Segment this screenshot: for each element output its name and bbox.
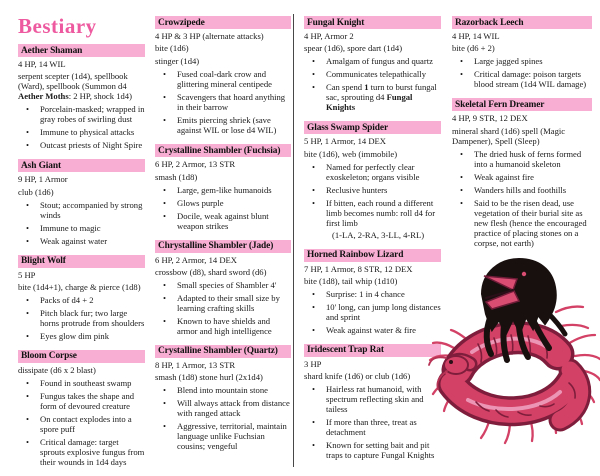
monster-name: Razorback Leech (452, 16, 592, 29)
bullet-icon: • (26, 330, 30, 341)
trait-text: Will always attack from distance with ranged attack (177, 398, 290, 419)
monster-trait (155, 116, 291, 136)
monster-attack: mineral shard (1d6) spell (Magic Dampener), Spell (Sleep) (452, 125, 566, 146)
bullet-icon: • (163, 292, 167, 303)
column-1 (18, 44, 145, 476)
trait-text: Scavengers that hoard anything in their barrow (177, 92, 286, 113)
trait-text: Immune to physical attacks (40, 127, 135, 138)
trait-text: Reclusive hunters (326, 184, 388, 195)
monster-name: Glass Swamp Spider (304, 121, 441, 134)
monster-trait (18, 105, 145, 125)
monster-attack: serpent scepter (1d4), spellbook (Ward), spellbook (Summon d4 Aether Moths: 2 HP, shock 1d4) (18, 71, 132, 102)
bullet-icon: • (312, 82, 316, 93)
trait-text: Critical damage: target sprouts explosive fungus from their wounds in 1d4 days (40, 436, 145, 467)
monster-name: Horned Rainbow Lizard (304, 249, 441, 262)
trait-note: (1-LA, 2-RA, 3-LL, 4-RL) (332, 229, 425, 240)
trait-text: If more than three, treat as detachment (326, 417, 417, 438)
bullet-icon: • (312, 184, 316, 195)
monster-block (155, 144, 291, 231)
trait-text: Fungus takes the shape and form of devoured creature (40, 390, 135, 411)
bullet-icon: • (312, 197, 316, 208)
bullet-icon: • (163, 385, 167, 396)
bullet-icon: • (163, 421, 167, 432)
trait-text: Known for setting bait and pit traps to capture Fungal Knights (326, 440, 435, 461)
monster-block (18, 159, 145, 246)
monster-block (155, 240, 291, 337)
monster-trait (304, 57, 441, 67)
trait-text: Immune to magic (40, 222, 101, 233)
bullet-icon: • (26, 377, 30, 388)
trait-text: Emits piercing shriek (save against WIL or lose d4 WIL) (177, 115, 277, 136)
trait-text: The dried husk of ferns formed into a humanoid skeleton (474, 148, 582, 169)
trait-text: Said to be the risen dead, use vegetation of their burial site as new flesh (hence the encouraged practice of placing stones on a corpse, not earth) (474, 197, 587, 248)
monster-stats: 4 HP & 3 HP (alternate attacks) (155, 31, 264, 41)
trait-text: Small species of Shambler 4' (177, 279, 277, 290)
monster-stats: 7 HP, 1 Armor, 8 STR, 12 DEX (304, 263, 413, 274)
monster-stats: 6 HP, 2 Armor, 14 DEX (155, 254, 238, 265)
bullet-icon: • (312, 56, 316, 67)
monster-attack: bite (1d6), web (immobile) (304, 148, 398, 159)
monster-trait (155, 399, 291, 419)
page-title: Bestiary (18, 14, 97, 38)
monster-name: Bloom Corpse (18, 350, 145, 363)
monster-attack: spear (1d6), spore dart (1d4) (304, 43, 403, 54)
bullet-icon: • (26, 390, 30, 401)
monster-name: Iridescent Trap Rat (304, 344, 441, 357)
monster-trait (304, 186, 441, 196)
monster-trait (452, 173, 592, 183)
monster-name: Fungal Knight (304, 16, 441, 29)
monster-name: Crystalline Shambler (Fuchsia) (155, 144, 291, 157)
bullet-icon: • (26, 413, 30, 424)
bullet-icon: • (26, 104, 30, 115)
monster-trait (18, 332, 145, 342)
monster-trait (155, 294, 291, 314)
trait-text: Communicates telepathically (326, 69, 426, 80)
bullet-icon: • (163, 210, 167, 221)
monster-block (155, 16, 291, 136)
bullet-icon: • (26, 235, 30, 246)
trait-text: Eyes glow dim pink (40, 330, 109, 341)
monster-attack: bite (1d4+1), charge & pierce (1d8) (18, 282, 141, 293)
crowzipede-illustration (420, 252, 600, 447)
monster-block (452, 16, 592, 90)
monster-block (18, 255, 145, 342)
bullet-icon: • (460, 56, 464, 67)
monster-stats: 4 HP, 14 WIL (452, 31, 500, 41)
trait-text: Porcelain-masked; wrapped in gray robes of swirling dust (40, 104, 145, 125)
bullet-icon: • (312, 288, 316, 299)
bullet-icon: • (26, 436, 30, 447)
page-divider-line (293, 14, 294, 467)
monster-trait (452, 70, 592, 90)
bullet-icon: • (163, 315, 167, 326)
trait-text: Weak against fire (474, 171, 534, 182)
bullet-icon: • (460, 148, 464, 159)
bullet-icon: • (312, 417, 316, 428)
bullet-icon: • (312, 301, 316, 312)
trait-text: Known to have shields and armor and high intelligence (177, 315, 272, 336)
trait-text: Weak against water & fire (326, 324, 416, 335)
trait-text: Packs of d4 + 2 (40, 295, 94, 305)
trait-text: Wanders hills and foothills (474, 184, 567, 195)
monster-trait (18, 415, 145, 435)
bullet-icon: • (163, 92, 167, 103)
monster-name: Chrystalline Shambler (Jade) (155, 240, 291, 253)
trait-text: Stout; accompanied by strong winds (40, 199, 143, 220)
bullet-icon: • (26, 127, 30, 138)
trait-text: Fused coal-dark crow and glittering mineral centipede (177, 69, 272, 90)
monster-stats: 4 HP, 9 STR, 12 DEX (452, 113, 528, 124)
monster-stats: 8 HP, 1 Armor, 13 STR (155, 359, 236, 370)
monster-attack: bite (1d6) (155, 43, 189, 54)
monster-block (155, 345, 291, 452)
trait-text: Outcast priests of Night Spire (40, 140, 143, 151)
bullet-icon: • (163, 398, 167, 409)
monster-trait (18, 224, 145, 234)
trait-text: Named for perfectly clear exoskeleton; organs visible (326, 161, 420, 182)
trait-text: Aggressive, territorial, maintain language unlike Fuchsian cousins; vengeful (177, 421, 287, 452)
bullet-icon: • (26, 295, 30, 305)
monster-name: Blight Wolf (18, 255, 145, 268)
monster-trait (18, 296, 145, 306)
monster-stats: 5 HP, 1 Armor, 14 DEX (304, 136, 387, 147)
trait-text: Large, gem-like humanoids (177, 184, 272, 195)
monster-trait (18, 141, 145, 151)
bullet-icon: • (312, 161, 316, 172)
monster-trait (155, 186, 291, 196)
trait-text: Critical damage: poison targets blood stream (1d4 WIL damage) (474, 69, 587, 90)
trait-text: Found in southeast swamp (40, 377, 132, 388)
trait-text: If bitten, each round a different limb becomes numb: roll d4 for first limb (326, 197, 436, 228)
bullet-icon: • (460, 69, 464, 80)
monster-trait (18, 309, 145, 329)
monster-trait (304, 83, 441, 113)
monster-name: Crystalline Shambler (Quartz) (155, 345, 291, 358)
column-2 (155, 16, 291, 460)
monster-trait (155, 70, 291, 90)
monster-name: Ash Giant (18, 159, 145, 172)
trait-text: 10' long, can jump long distances and sprint (326, 301, 441, 322)
bullet-icon: • (163, 184, 167, 195)
monster-attack: bite (1d8), tail whip (1d10) (304, 275, 398, 286)
bullet-icon: • (163, 69, 167, 80)
monster-stats: 9 HP, 1 Armor (18, 174, 68, 185)
trait-text: Large jagged spines (474, 56, 543, 67)
monster-stats: 5 HP (18, 269, 36, 280)
monster-name: Aether Shaman (18, 44, 145, 57)
bullet-icon: • (460, 184, 464, 195)
monster-trait (155, 93, 291, 113)
bullet-icon: • (312, 384, 316, 395)
trait-text: Surprise: 1 in 4 chance (326, 288, 405, 299)
bullet-icon: • (460, 171, 464, 182)
monster-trait (155, 317, 291, 337)
monster-trait (452, 57, 592, 67)
monster-attack: shard knife (1d6) or club (1d6) (304, 371, 411, 382)
trait-text: Amalgam of fungus and quartz (326, 56, 433, 67)
monster-trait (452, 186, 592, 196)
monster-attack: club (1d6) (18, 186, 54, 197)
monster-stats: 6 HP, 2 Armor, 13 STR (155, 159, 236, 170)
monster-block (18, 350, 145, 468)
monster-trait (155, 199, 291, 209)
bullet-icon: • (26, 307, 30, 318)
monster-trait (18, 379, 145, 389)
bullet-icon: • (26, 199, 30, 210)
monster-trait (155, 281, 291, 291)
monster-trait (155, 422, 291, 452)
bullet-icon: • (163, 197, 167, 208)
monster-attack: stinger (1d4) (155, 56, 200, 67)
monster-attack: bite (d6 + 2) (452, 43, 495, 54)
monster-trait (18, 438, 145, 468)
trait-text: On contact explodes into a spore puff (40, 413, 132, 434)
monster-trait (155, 386, 291, 396)
bullet-icon: • (312, 324, 316, 335)
bullet-icon: • (312, 440, 316, 451)
monster-block (304, 121, 441, 240)
bullet-icon: • (26, 140, 30, 151)
monster-block (304, 16, 441, 113)
monster-attack: dissipate (d6 x 2 blast) (18, 364, 96, 375)
monster-attack: smash (1d8) (155, 171, 198, 182)
monster-trait (304, 199, 441, 229)
monster-stats: 4 HP, Armor 2 (304, 31, 354, 41)
trait-text: Weak against water (40, 235, 108, 246)
trait-text: Glows purple (177, 197, 224, 208)
trait-text: Can spend 1 turn to burst fungal sac, sprouting d4 Fungal Knights (326, 82, 437, 113)
monster-stats: 4 HP, 14 WIL (18, 59, 66, 69)
monster-block (18, 44, 145, 151)
bullet-icon: • (460, 197, 464, 208)
monster-trait (18, 128, 145, 138)
monster-trait (304, 163, 441, 183)
bullet-icon: • (312, 69, 316, 80)
trait-text: Docile, weak against blunt weapon strikes (177, 210, 269, 231)
monster-trait (18, 201, 145, 221)
monster-trait (304, 70, 441, 80)
monster-name: Crowzipede (155, 16, 291, 29)
monster-trait (18, 392, 145, 412)
trait-text: Blend into mountain stone (177, 385, 268, 396)
monster-trait (155, 212, 291, 232)
monster-trait (452, 199, 592, 249)
trait-text: Adapted to their small size by learning crafting skills (177, 292, 280, 313)
monster-trait (18, 237, 145, 247)
monster-stats: 3 HP (304, 358, 322, 369)
trait-text: Pitch black fur; two large horns protrude from shoulders (40, 307, 145, 328)
monster-trait (452, 150, 592, 170)
monster-attack: smash (1d8) stone hurl (2x1d4) (155, 372, 263, 383)
trait-text: Hairless rat humanoid, with spectrum reflecting skin and tailess (326, 384, 424, 415)
column-4 (452, 16, 592, 256)
monster-block (452, 98, 592, 248)
bullet-icon: • (163, 115, 167, 126)
bullet-icon: • (163, 279, 167, 290)
monster-attack: crossbow (d8), shard sword (d6) (155, 267, 267, 277)
bullet-icon: • (26, 222, 30, 233)
monster-name: Skeletal Fern Dreamer (452, 98, 592, 111)
